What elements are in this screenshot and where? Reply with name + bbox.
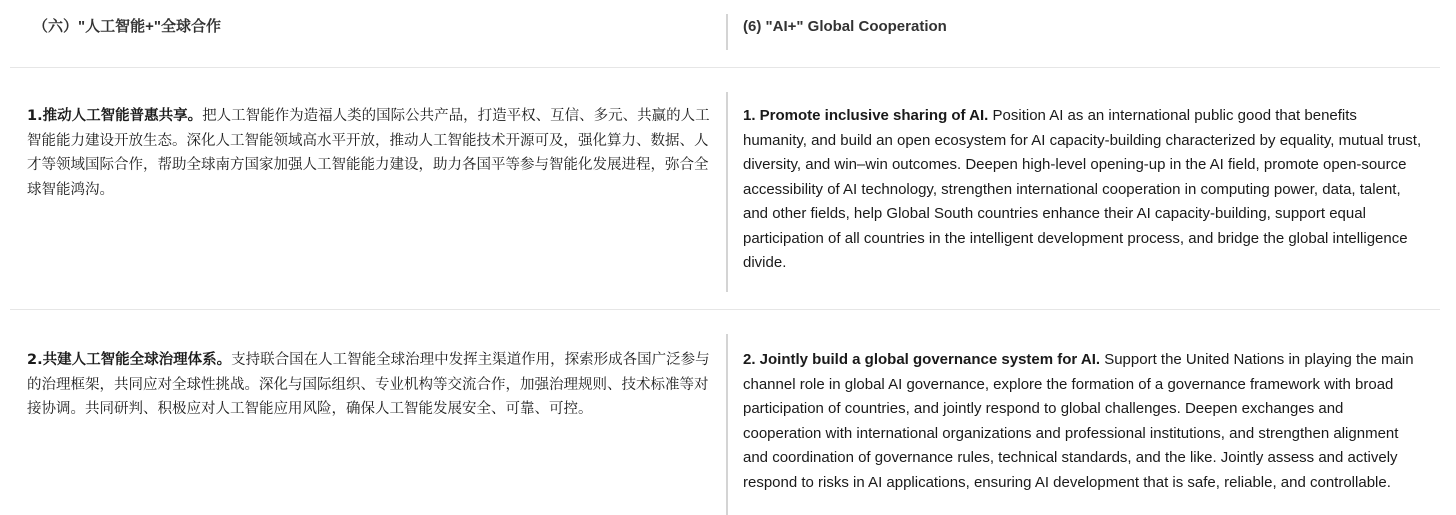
zh-paragraph-body: 把人工智能作为造福人类的国际公共产品，打造平权、互信、多元、共赢的人工智能能力建设开放生态。深化人工智能领域高水平开放，推动人工智能技术开源可及，强化算力、数据、人才等领域国际合作，帮助全球南方国家加强人工智能能力建设，助力各国平等参与智能化发展进程，弥合全球智能鸿沟。 bbox=[27, 108, 710, 198]
zh-paragraph bbox=[27, 104, 716, 202]
zh-paragraph-cell bbox=[10, 68, 726, 309]
en-section-title: (6) "AI+" Global Cooperation bbox=[743, 18, 947, 35]
zh-paragraph-lead: 2.共建人工智能全球治理体系。 bbox=[27, 352, 232, 368]
en-paragraph-lead: 2. Jointly build a global governance system for AI. bbox=[743, 351, 1101, 368]
en-paragraph-body: Support the United Nations in playing the main channel role in global AI governance, explore the formation of a governance framework with broad participation of countries, and jointly respond to global challenges. Deepen exchanges and cooperation with international organizations and professional institutions, and strengthen alignment and coordination of governance rules, technical standards, and the like. Jointly assess and actively respond to risks in AI applications, ensuring AI development that is safe, reliable, and controllable. bbox=[743, 351, 1414, 491]
zh-header-cell bbox=[10, 0, 726, 67]
section-row bbox=[10, 68, 1440, 310]
en-paragraph-cell bbox=[726, 68, 1440, 309]
zh-paragraph-lead: 1.推动人工智能普惠共享。 bbox=[27, 108, 203, 124]
header-row bbox=[10, 0, 1440, 68]
en-header-cell bbox=[726, 0, 1440, 67]
zh-paragraph-cell bbox=[10, 310, 726, 515]
en-paragraph-body: Position AI as an international public good that benefits humanity, and build an open ecosystem for AI capacity-building characterized by equality, mutual trust, diversity, and win–win outcomes. Deepen high-level opening-up in the AI field, promote open-source accessibility of AI technology, strengthen international cooperation in computing power, data, talent, and other fields, help Global South countries enhance their AI capacity-building, support equal participation of all countries in the intelligent development process, and bridge the global intelligence divide. bbox=[743, 107, 1422, 271]
zh-section-title: （六）"人工智能+"全球合作 bbox=[33, 18, 221, 35]
en-paragraph bbox=[743, 348, 1422, 495]
zh-paragraph bbox=[27, 348, 716, 422]
en-paragraph-lead: 1. Promote inclusive sharing of AI. bbox=[743, 107, 989, 124]
en-paragraph-cell bbox=[726, 310, 1440, 515]
en-paragraph bbox=[743, 104, 1422, 276]
section-row bbox=[10, 310, 1440, 515]
zh-paragraph-body: 支持联合国在人工智能全球治理中发挥主渠道作用，探索形成各国广泛参与的治理框架，共同应对全球性挑战。深化与国际组织、专业机构等交流合作，加强治理规则、技术标准等对接协调。共同研判、积极应对人工智能应用风险，确保人工智能发展安全、可靠、可控。 bbox=[27, 352, 710, 417]
bilingual-table bbox=[10, 0, 1440, 515]
